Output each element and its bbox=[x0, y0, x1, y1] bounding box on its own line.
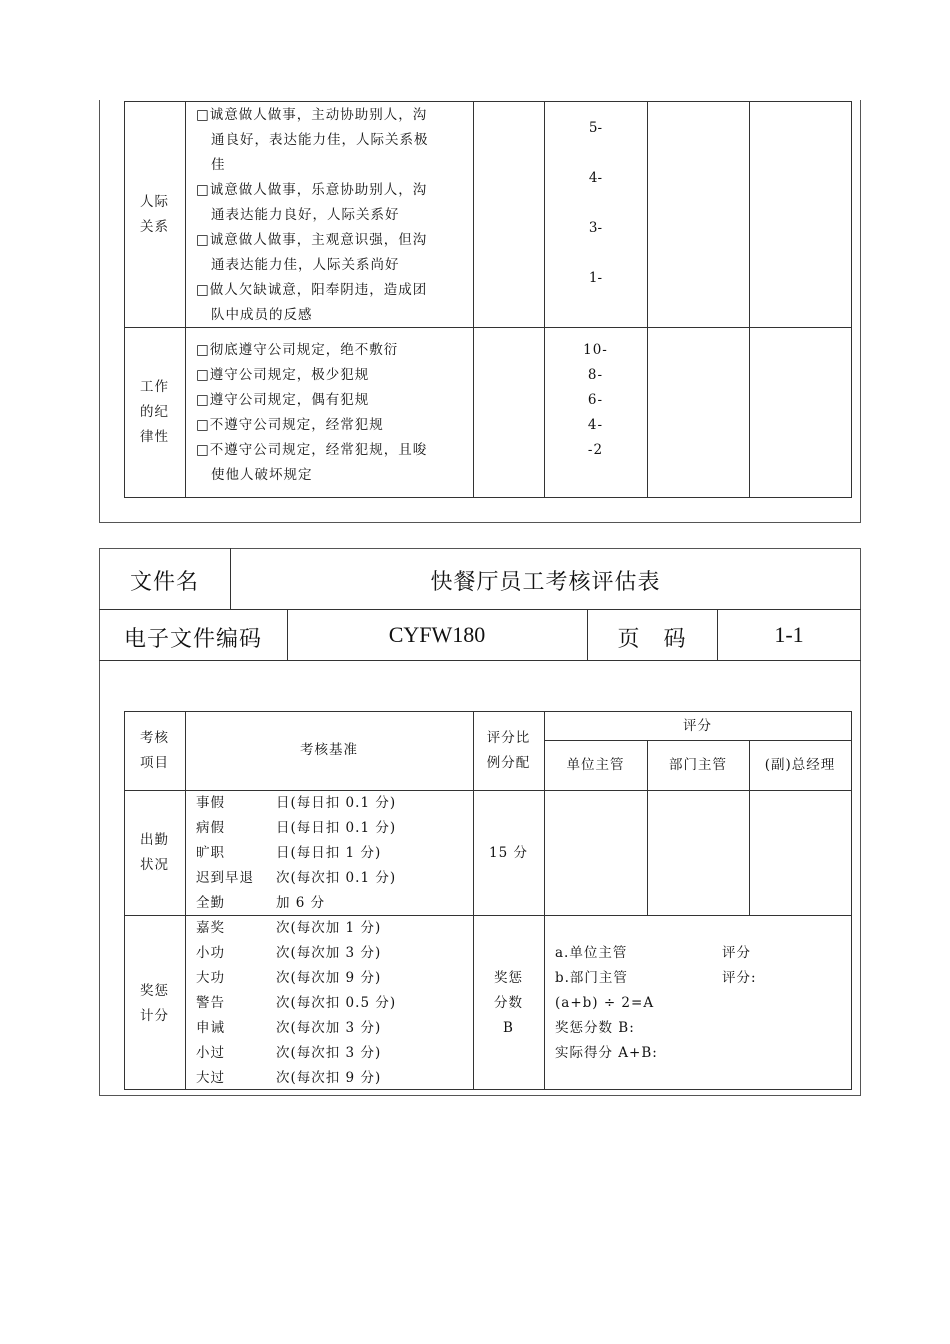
file-code-value: CYFW180 bbox=[388, 622, 486, 647]
rewards-criteria bbox=[196, 916, 396, 1091]
criterion-line: □诚意做人做事，乐意协助别人，沟 bbox=[196, 182, 428, 198]
criterion-line: □不遵守公司规定，经常犯规，且唆 bbox=[196, 442, 428, 458]
header-dept-supervisor: 部门主管 bbox=[669, 757, 727, 773]
page-number: 1-1 bbox=[774, 622, 804, 647]
item-attendance: 出勤 状况 bbox=[140, 832, 169, 873]
item-interpersonal: 人际 关系 bbox=[140, 194, 169, 235]
header-general-manager: (副)总经理 bbox=[764, 757, 836, 773]
criterion-line: □遵守公司规定，偶有犯规 bbox=[196, 392, 370, 408]
attendance-ratio: 15 分 bbox=[489, 845, 528, 861]
criterion-line: 使他人破坏规定 bbox=[211, 467, 313, 483]
file-code-label: 电子文件编码 bbox=[123, 627, 262, 652]
criterion-line: □不遵守公司规定，经常犯规 bbox=[196, 417, 384, 433]
reward-line: 嘉奖 次(每次加 1 分) bbox=[196, 920, 382, 936]
score-value: 4- bbox=[588, 170, 603, 186]
calc-line: 实际得分 A+B: bbox=[555, 1045, 658, 1061]
attendance-criteria bbox=[196, 791, 396, 916]
attendance-line: 旷职 日(每日扣 1 分) bbox=[196, 845, 382, 861]
calc-line: b.部门主管 评分: bbox=[555, 970, 757, 986]
criterion-line: 通良好，表达能力佳，人际关系极 bbox=[211, 132, 429, 148]
document-title: 快餐厅员工考核评估表 bbox=[430, 570, 661, 595]
item-discipline: 工作 的纪 律性 bbox=[140, 379, 169, 445]
attendance-line: 全勤 加 6 分 bbox=[196, 895, 326, 911]
reward-line: 大功 次(每次加 9 分) bbox=[196, 970, 382, 986]
score-column bbox=[545, 338, 646, 463]
criteria-interpersonal bbox=[196, 103, 429, 328]
header-unit-supervisor: 单位主管 bbox=[566, 757, 625, 773]
reward-line: 小功 次(每次加 3 分) bbox=[196, 945, 382, 961]
page-label: 页 码 bbox=[617, 627, 687, 652]
reward-line: 小过 次(每次扣 3 分) bbox=[196, 1045, 382, 1061]
criterion-line: □诚意做人做事，主动协助别人，沟 bbox=[196, 107, 428, 123]
score-value: 1- bbox=[588, 270, 603, 286]
criterion-line: 通表达能力佳，人际关系尚好 bbox=[211, 257, 400, 273]
header-score-group: 评分 bbox=[683, 718, 712, 734]
score-value: -2 bbox=[587, 442, 604, 458]
reward-line: 大过 次(每次扣 9 分) bbox=[196, 1070, 382, 1086]
criterion-line: □做人欠缺诚意，阳奉阴违，造成团 bbox=[196, 282, 428, 298]
attendance-line: 事假 日(每日扣 0.1 分) bbox=[196, 795, 397, 811]
criterion-line: □遵守公司规定，极少犯规 bbox=[196, 367, 370, 383]
header-criteria: 考核基准 bbox=[300, 742, 358, 758]
file-name-label: 文件名 bbox=[129, 570, 199, 595]
calc-line: (a+b) ÷ 2=A bbox=[555, 995, 655, 1011]
criteria-discipline bbox=[196, 338, 427, 488]
criterion-line: 通表达能力良好，人际关系好 bbox=[211, 207, 400, 223]
rewards-calculation bbox=[555, 941, 757, 1066]
score-value: 6- bbox=[587, 392, 604, 408]
score-value: 5- bbox=[588, 120, 603, 136]
reward-line: 警告 次(每次扣 0.5 分) bbox=[196, 995, 397, 1011]
header-item: 考核 项目 bbox=[140, 730, 169, 771]
rewards-ratio: 奖惩 分数 B bbox=[494, 970, 523, 1036]
criterion-line: □彻底遵守公司规定，绝不敷衍 bbox=[196, 342, 399, 358]
attendance-line: 病假 日(每日扣 0.1 分) bbox=[196, 820, 397, 836]
criterion-line: 队中成员的反感 bbox=[211, 307, 313, 323]
attendance-line: 迟到早退 次(每次扣 0.1 分) bbox=[196, 870, 397, 886]
reward-line: 申诫 次(每次加 3 分) bbox=[196, 1020, 382, 1036]
score-value: 4- bbox=[587, 417, 604, 433]
criterion-line: 佳 bbox=[211, 157, 226, 173]
item-rewards: 奖惩 计分 bbox=[140, 983, 169, 1024]
score-value: 8- bbox=[587, 367, 604, 383]
calc-line: a.单位主管 评分 bbox=[555, 945, 751, 961]
criterion-line: □诚意做人做事，主观意识强，但沟 bbox=[196, 232, 428, 248]
calc-line: 奖惩分数 B: bbox=[555, 1020, 635, 1036]
score-value: 3- bbox=[588, 220, 603, 236]
header-ratio: 评分比 例分配 bbox=[486, 730, 531, 771]
score-value: 10- bbox=[583, 342, 608, 358]
